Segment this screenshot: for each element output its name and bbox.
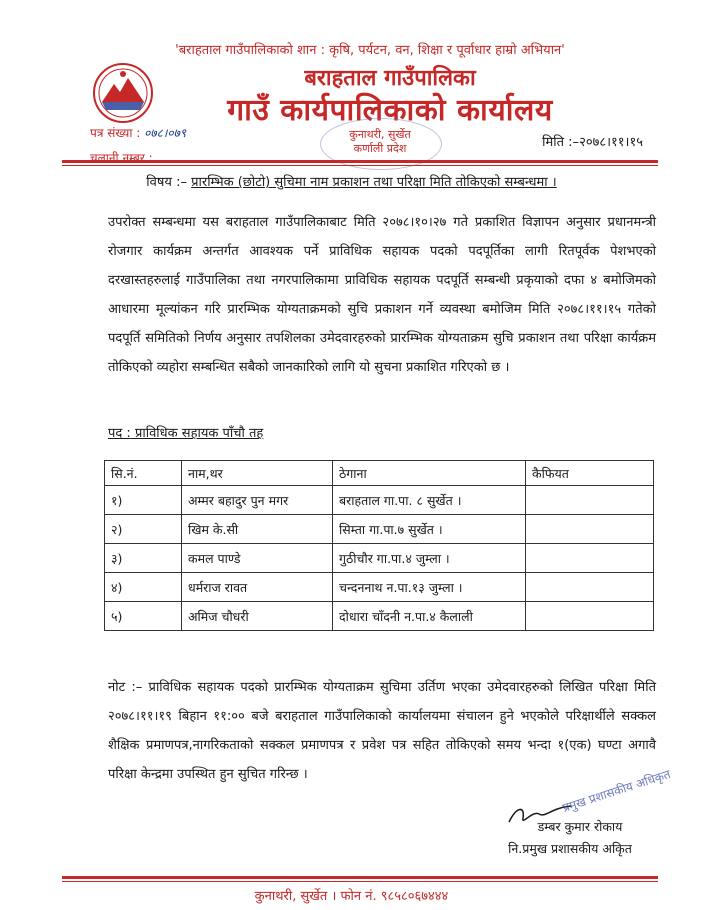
- subject-text: प्रारम्भिक (छोटो) सुचिमा नाम प्रकाशन तथा परिक्षा मिति तोकिएको सम्बन्धमा ।: [191, 175, 557, 190]
- cell-sn: ३): [105, 544, 182, 573]
- office-name: गाउँ कार्यपालिकाको कार्यालय: [227, 93, 553, 128]
- cell-sn: १): [105, 486, 182, 515]
- slogan: 'बराहताल गाउँपालिकाको शान : कृषि, पर्यटन, वन, शिक्षा र पूर्वाधार हाम्रो अभियान': [175, 43, 565, 58]
- table-header-row: [105, 461, 654, 486]
- cell-name: धर्मराज रावत: [182, 573, 333, 602]
- body-paragraph: उपरोक्त सम्बन्धमा यस बराहताल गाउँपालिकाबाट मिति २०७८।१०।२७ गते प्रकाशित विज्ञापन अनुसार प्रधानमन्त्री रोजगार कार्यक्रम अन्तर्गत आवश्यक पर्ने प्राविधिक सहायक पदको पदपूर्तिका लागी रितपूर्वक पेशभएको दरखास्तहरुलाई गाउँपालिका तथा नगरपालिकामा प्राविधिक सहायक पदपूर्ति सम्बन्धी प्रकृयाको दफा ४ बमोजिमको आधारमा मूल्यांकन गरि प्रारम्भिक योग्यताक्रमको सुचि प्रकाशन गर्ने व्यवस्था बमोजिम मिति २०७८।११।१५ गतेको पदपूर्ति समितिको निर्णय अनुसार तपशिलका उमेदवारहरुको प्रारम्भिक योग्यताक्रम सुचि प्रकाशन तथा परिक्षा कार्यक्रम तोकिएको व्यहोरा सम्बन्धित सबैको जानकारिको लागि यो सुचना प्रकाशित गरिएको छ ।: [108, 215, 656, 375]
- date-label: मिति :–: [542, 135, 580, 150]
- footer-divider-thin: [62, 881, 658, 882]
- note-label: नोट :–: [108, 680, 143, 695]
- date-value: २०७८।११।१५: [579, 135, 643, 150]
- footer-contact: कुनाथरी, सुर्खेत । फोन नं. ९८५८०६७४४४: [254, 889, 449, 904]
- signatory-title: नि.प्रमुख प्रशासकीय अकृित: [508, 841, 632, 856]
- post-line: [108, 423, 263, 441]
- table-row: [105, 486, 654, 515]
- cell-remarks: [526, 602, 654, 631]
- office-address: [320, 128, 440, 156]
- cell-name: खिम के.सी: [182, 515, 333, 544]
- table-row: [105, 515, 654, 544]
- cell-address: चन्दननाथ न.पा.१३ जुम्ला ।: [333, 573, 526, 602]
- table-row: [105, 544, 654, 573]
- post-label: पद :: [108, 426, 131, 441]
- letter-date: [542, 132, 643, 150]
- table-row: [105, 573, 654, 602]
- header-divider: [62, 160, 658, 163]
- signatory-name: डम्बर कुमार रोकाय: [537, 819, 623, 834]
- nepal-emblem-icon: [92, 62, 154, 124]
- cell-remarks: [526, 544, 654, 573]
- cell-sn: ४): [105, 573, 182, 602]
- note-paragraph: [108, 673, 656, 789]
- cell-sn: ५): [105, 602, 182, 631]
- cell-remarks: [526, 573, 654, 602]
- cell-name: अम्मर बहादुर पुन मगर: [182, 486, 333, 515]
- cell-address: गुठीचौर गा.पा.४ जुम्ला ।: [333, 544, 526, 573]
- column-header-remarks: कैफियत: [526, 461, 654, 486]
- ref-no-value: ०७८।०७९: [144, 126, 187, 140]
- dispatch-label: चलानी नम्बर :: [90, 151, 153, 165]
- header-divider-thin: [62, 165, 658, 166]
- cell-name: अमिज चौधरी: [182, 602, 333, 631]
- column-header-address: ठेगाना: [333, 461, 526, 486]
- column-header-name: नाम,थर: [182, 461, 333, 486]
- post-value: प्राविधिक सहायक पाँचौ तह: [134, 426, 264, 441]
- cell-address: दोधारा चाँदनी न.पा.४ कैलाली: [333, 602, 526, 631]
- subject-line: [0, 172, 703, 190]
- footer-divider: [62, 876, 658, 879]
- cell-address: बराहताल गा.पा. ८ सुर्खेत ।: [333, 486, 526, 515]
- cell-remarks: [526, 515, 654, 544]
- candidate-table: [104, 460, 654, 631]
- cell-sn: २): [105, 515, 182, 544]
- address-line-2: कर्णाली प्रदेश: [353, 142, 407, 155]
- address-line-1: कुनाथरी, सुर्खेत: [349, 128, 411, 141]
- column-header-sn: सि.नं.: [105, 461, 182, 486]
- table-row: [105, 602, 654, 631]
- cell-address: सिम्ता गा.पा.७ सुर्खेत ।: [333, 515, 526, 544]
- cell-name: कमल पाण्डे: [182, 544, 333, 573]
- cell-remarks: [526, 486, 654, 515]
- note-text: प्राविधिक सहायक पदको प्रारम्भिक योग्यताक्रम सुचिमा उर्तिण भएका उमेदवारहरुको लिखित परिक्षा मिति २०७८।११।१९ बिहान ११:०० बजे बराहताल गाउँपालिकाको कार्यालयमा संचालन हुने भएकोले परिक्षार्थीले सक्कल शैक्षिक प्रमाणपत्र,नागरिकताको सक्कल प्रमाणपत्र र प्रवेश पत्र सहित तोकिएको समय भन्दा १(एक) घण्टा अगावै परिक्षा केन्द्रमा उपस्थित हुन सुचित गरिन्छ ।: [108, 680, 656, 782]
- ref-no-label: पत्र संख्या :: [90, 126, 141, 140]
- reference-block: [90, 124, 186, 174]
- org-name: बराहताल गाउँपालिका: [304, 66, 476, 91]
- subject-label: विषय :–: [146, 175, 187, 190]
- signature-seal: प्रमुख प्रशासकीय अधिकृत: [560, 766, 673, 816]
